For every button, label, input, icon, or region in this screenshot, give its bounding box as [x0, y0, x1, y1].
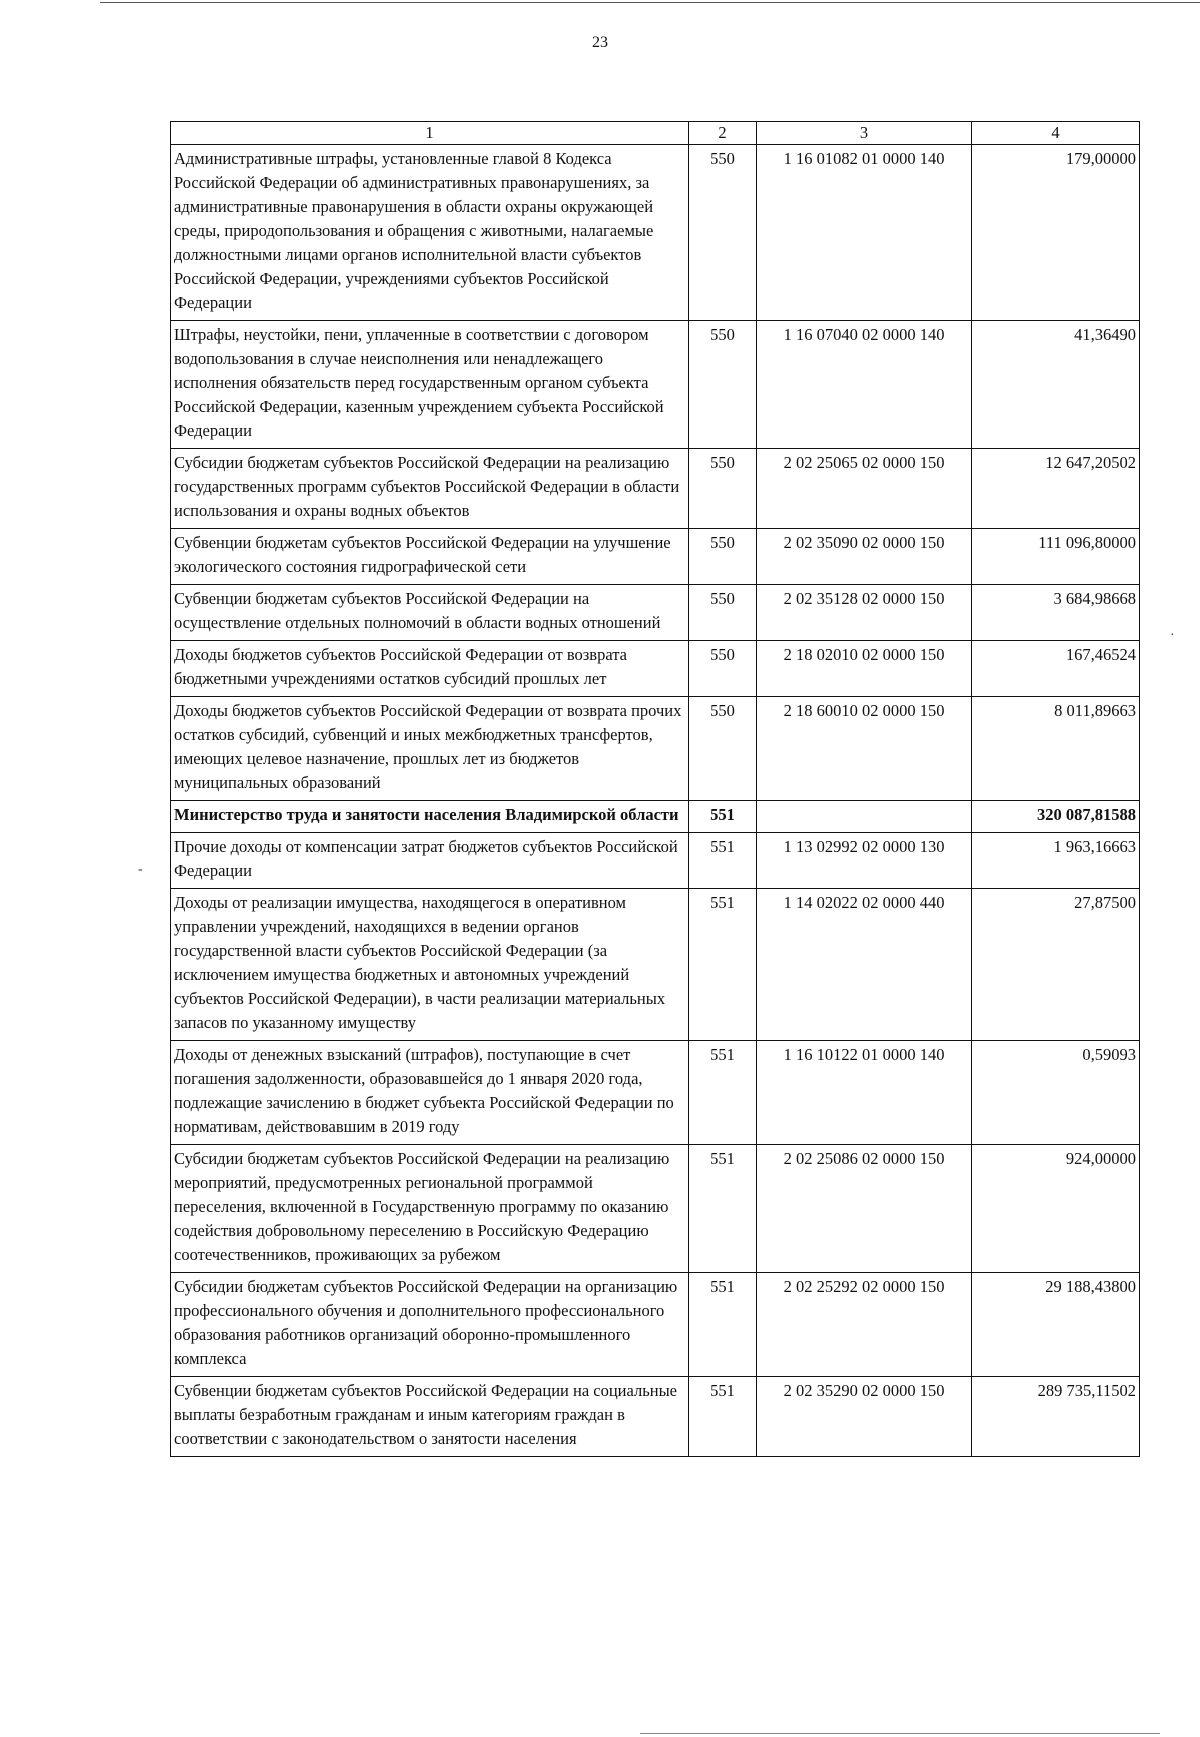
table-body — [171, 145, 1140, 1457]
row-amount-cell: 29 188,43800 — [972, 1273, 1140, 1377]
row-budget-code-cell: 1 13 02992 02 0000 130 — [757, 833, 972, 889]
table-row — [171, 697, 1140, 801]
column-header-4: 4 — [972, 122, 1140, 145]
table-row — [171, 641, 1140, 697]
table-row — [171, 321, 1140, 449]
row-name-cell: Штрафы, неустойки, пени, уплаченные в соответствии с договором водопользования в случае неисполнения или ненадлежащего исполнения обязательств перед государственным органом субъекта Российской Федерации, казенным учреждением субъекта Российской Федерации — [171, 321, 689, 449]
row-amount-cell: 320 087,81588 — [972, 801, 1140, 833]
row-budget-code-cell: 2 02 35128 02 0000 150 — [757, 585, 972, 641]
row-name-cell: Субсидии бюджетам субъектов Российской Федерации на реализацию государственных программ субъектов Российской Федерации в области использования и охраны водных объектов — [171, 449, 689, 529]
row-admin-code-cell: 550 — [689, 529, 757, 585]
row-amount-cell: 41,36490 — [972, 321, 1140, 449]
row-admin-code-cell: 551 — [689, 1273, 757, 1377]
table-row — [171, 449, 1140, 529]
table-row — [171, 833, 1140, 889]
row-amount-cell: 289 735,11502 — [972, 1377, 1140, 1457]
row-name-cell: Субсидии бюджетам субъектов Российской Федерации на организацию профессионального обучения и дополнительного профессионального образования работников организаций оборонно-промышленного комплекса — [171, 1273, 689, 1377]
row-amount-cell: 12 647,20502 — [972, 449, 1140, 529]
row-amount-cell: 8 011,89663 — [972, 697, 1140, 801]
row-admin-code-cell: 551 — [689, 801, 757, 833]
row-name-cell: Доходы бюджетов субъектов Российской Федерации от возврата бюджетными учреждениями остатков субсидий прошлых лет — [171, 641, 689, 697]
row-amount-cell: 0,59093 — [972, 1041, 1140, 1145]
row-name-cell: Доходы от реализации имущества, находящегося в оперативном управлении учреждений, находящихся в ведении органов государственной власти субъектов Российской Федерации (за исключением имущества бюджетных и автономных учреждений субъектов Российской Федерации), в части реализации материальных запасов по указанному имуществу — [171, 889, 689, 1041]
table-row — [171, 529, 1140, 585]
row-name-cell: Доходы от денежных взысканий (штрафов), поступающие в счет погашения задолженности, образовавшейся до 1 января 2020 года, подлежащие зачислению в бюджет субъекта Российской Федерации по нормативам, действовавшим в 2019 году — [171, 1041, 689, 1145]
row-amount-cell: 111 096,80000 — [972, 529, 1140, 585]
table-row — [171, 889, 1140, 1041]
row-budget-code-cell: 1 14 02022 02 0000 440 — [757, 889, 972, 1041]
row-budget-code-cell: 1 16 01082 01 0000 140 — [757, 145, 972, 321]
row-name-cell: Субвенции бюджетам субъектов Российской Федерации на социальные выплаты безработным гражданам и иным категориям граждан в соответствии с законодательством о занятости населения — [171, 1377, 689, 1457]
row-budget-code-cell: 2 02 25292 02 0000 150 — [757, 1273, 972, 1377]
row-amount-cell: 27,87500 — [972, 889, 1140, 1041]
row-budget-code-cell: 1 16 07040 02 0000 140 — [757, 321, 972, 449]
row-admin-code-cell: 551 — [689, 889, 757, 1041]
row-admin-code-cell: 551 — [689, 1145, 757, 1273]
row-amount-cell: 1 963,16663 — [972, 833, 1140, 889]
row-budget-code-cell: 2 02 25086 02 0000 150 — [757, 1145, 972, 1273]
row-name-cell: Министерство труда и занятости населения Владимирской области — [171, 801, 689, 833]
row-admin-code-cell: 550 — [689, 321, 757, 449]
column-header-1: 1 — [171, 122, 689, 145]
row-admin-code-cell: 550 — [689, 697, 757, 801]
row-amount-cell: 179,00000 — [972, 145, 1140, 321]
scan-edge-bottom — [640, 1733, 1160, 1734]
margin-dash-mark: - — [138, 862, 143, 877]
scan-edge-top — [100, 2, 1200, 3]
row-budget-code-cell: 2 18 02010 02 0000 150 — [757, 641, 972, 697]
row-budget-code-cell: 2 18 60010 02 0000 150 — [757, 697, 972, 801]
table-row — [171, 1273, 1140, 1377]
table-row — [171, 145, 1140, 321]
row-name-cell: Административные штрафы, установленные главой 8 Кодекса Российской Федерации об административных правонарушениях, за административные правонарушения в области охраны окружающей среды, природопользования и обращения с животными, налагаемые должностными лицами органов исполнительной власти субъектов Российской Федерации, учреждениями субъектов Российской Федерации — [171, 145, 689, 321]
page-number: 23 — [592, 34, 608, 51]
row-budget-code-cell: 2 02 35090 02 0000 150 — [757, 529, 972, 585]
row-name-cell: Доходы бюджетов субъектов Российской Федерации от возврата прочих остатков субсидий, субвенций и иных межбюджетных трансфертов, имеющих целевое назначение, прошлых лет из бюджетов муниципальных образований — [171, 697, 689, 801]
margin-dot-mark: · — [1170, 628, 1175, 643]
table-row — [171, 801, 1140, 833]
row-admin-code-cell: 551 — [689, 1377, 757, 1457]
table-row — [171, 585, 1140, 641]
row-amount-cell: 3 684,98668 — [972, 585, 1140, 641]
row-budget-code-cell: 2 02 35290 02 0000 150 — [757, 1377, 972, 1457]
row-name-cell: Субвенции бюджетам субъектов Российской Федерации на осуществление отдельных полномочий в области водных отношений — [171, 585, 689, 641]
row-name-cell: Субсидии бюджетам субъектов Российской Федерации на реализацию мероприятий, предусмотренных региональной программой переселения, включенной в Государственную программу по оказанию содействия добровольному переселению в Российскую Федерацию соотечественников, проживающих за рубежом — [171, 1145, 689, 1273]
row-admin-code-cell: 551 — [689, 1041, 757, 1145]
table-header-row — [171, 122, 1140, 145]
table-row — [171, 1377, 1140, 1457]
row-admin-code-cell: 551 — [689, 833, 757, 889]
row-budget-code-cell — [757, 801, 972, 833]
column-header-2: 2 — [689, 122, 757, 145]
row-admin-code-cell: 550 — [689, 641, 757, 697]
row-admin-code-cell: 550 — [689, 145, 757, 321]
row-admin-code-cell: 550 — [689, 449, 757, 529]
row-amount-cell: 924,00000 — [972, 1145, 1140, 1273]
row-name-cell: Прочие доходы от компенсации затрат бюджетов субъектов Российской Федерации — [171, 833, 689, 889]
row-admin-code-cell: 550 — [689, 585, 757, 641]
row-budget-code-cell: 2 02 25065 02 0000 150 — [757, 449, 972, 529]
row-amount-cell: 167,46524 — [972, 641, 1140, 697]
row-name-cell: Субвенции бюджетам субъектов Российской Федерации на улучшение экологического состояния гидрографической сети — [171, 529, 689, 585]
column-header-3: 3 — [757, 122, 972, 145]
table-row — [171, 1145, 1140, 1273]
row-budget-code-cell: 1 16 10122 01 0000 140 — [757, 1041, 972, 1145]
table-row — [171, 1041, 1140, 1145]
revenue-table — [170, 121, 1140, 1457]
